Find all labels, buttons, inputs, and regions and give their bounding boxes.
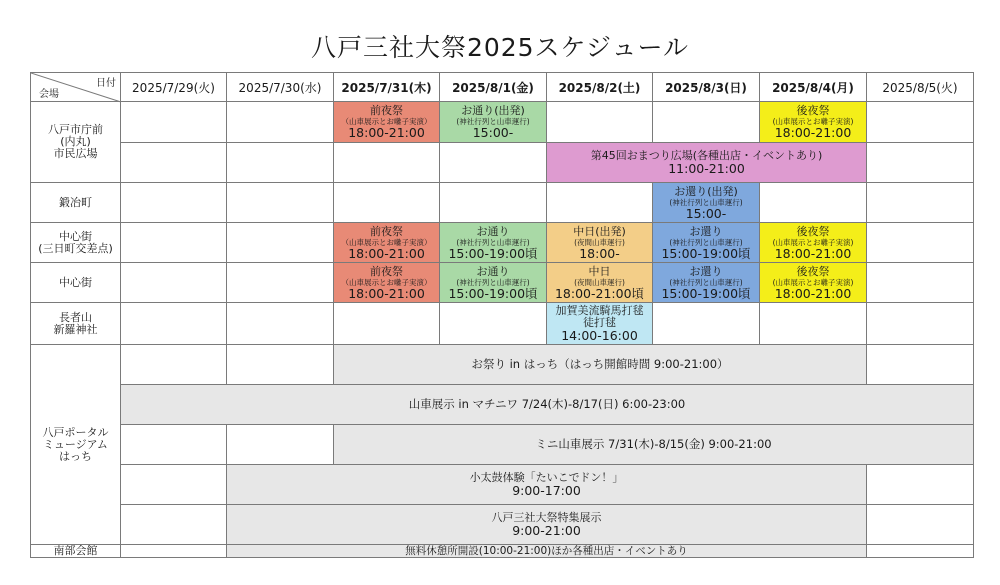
event-title: お還り(出発) bbox=[674, 184, 738, 198]
event-subtitle: (夜間山車運行) bbox=[574, 277, 625, 287]
event-time: 15:00-19:00頃 bbox=[661, 245, 751, 261]
event-kajimachi-okaeri bbox=[652, 182, 760, 223]
empty-cell bbox=[866, 302, 974, 345]
empty-cell bbox=[439, 302, 547, 345]
event-title: お還り bbox=[689, 264, 723, 278]
empty-cell bbox=[120, 344, 227, 385]
venue-hachinohe-city-hall bbox=[30, 101, 121, 183]
page-title: 八戸三社大祭2025スケジュール bbox=[310, 33, 690, 62]
event-time: 18:00-21:00 bbox=[348, 285, 425, 301]
event-hacchi-mini-dashi bbox=[333, 424, 974, 465]
empty-cell bbox=[759, 302, 867, 345]
empty-cell bbox=[546, 101, 653, 143]
event-time: 18:00-21:00頃 bbox=[554, 285, 645, 301]
empty-cell bbox=[759, 182, 867, 223]
date-header-4: 2025/8/1(金) bbox=[439, 72, 547, 102]
empty-cell bbox=[120, 302, 227, 345]
event-title: 中日 bbox=[588, 264, 611, 278]
event-subtitle: (山車展示とお囃子実演) bbox=[772, 117, 854, 126]
empty-cell bbox=[866, 101, 974, 143]
date-header-7: 2025/8/4(月) bbox=[759, 72, 867, 102]
empty-cell bbox=[333, 302, 440, 345]
event-mikka-otori bbox=[439, 222, 547, 263]
header-corner bbox=[30, 72, 121, 102]
event-subtitle: (山車展示とお囃子実演) bbox=[772, 237, 854, 247]
date-header-2: 2025/7/30(水) bbox=[226, 72, 334, 102]
event-subtitle: （山車展示とお囃子実演） bbox=[341, 277, 432, 287]
venue-chushingai bbox=[30, 262, 121, 303]
event-text: 無料休憩所開設(10:00-21:00)ほか各種出店・イベントあり bbox=[405, 544, 688, 557]
event-time: 18:00- bbox=[579, 245, 620, 261]
empty-cell bbox=[226, 222, 334, 263]
empty-cell bbox=[226, 344, 334, 385]
empty-cell bbox=[652, 302, 760, 345]
event-cityhall-otori bbox=[439, 101, 547, 143]
event-time: 15:00- bbox=[685, 205, 727, 221]
event-mikka-nakabi bbox=[546, 222, 653, 263]
event-subtitle: (神社行列と山車運行) bbox=[456, 237, 530, 247]
event-mikka-okaeri bbox=[652, 222, 760, 263]
event-cityhall-hiroba bbox=[546, 142, 867, 183]
event-subtitle: (夜間山車運行) bbox=[574, 237, 625, 247]
event-time: 15:00-19:00頃 bbox=[661, 285, 751, 301]
date-axis-label: 日付 bbox=[96, 78, 116, 89]
event-time: 18:00-21:00 bbox=[774, 245, 852, 261]
empty-cell bbox=[866, 182, 974, 223]
event-time: 18:00-21:00 bbox=[348, 125, 425, 140]
event-title: お通り bbox=[476, 224, 510, 238]
event-hacchi-omatsuri bbox=[333, 344, 867, 385]
venue-label: 中心街 (三日町交差点) bbox=[38, 229, 113, 255]
event-time: 15:00-19:00頃 bbox=[448, 285, 538, 301]
empty-cell bbox=[120, 142, 227, 183]
event-title: 前夜祭 bbox=[370, 224, 403, 238]
venue-nanbu-kaikan bbox=[30, 544, 121, 558]
event-chu-goyasai bbox=[759, 262, 867, 303]
empty-cell bbox=[120, 504, 227, 545]
event-time: 18:00-21:00 bbox=[348, 245, 425, 261]
empty-cell bbox=[866, 344, 974, 385]
event-title: 前夜祭 bbox=[370, 264, 403, 278]
event-title: 八戸三社大祭特集展示 bbox=[491, 511, 602, 524]
event-hacchi-taiko bbox=[226, 464, 867, 505]
venue-label: 南部会館 bbox=[53, 544, 98, 557]
empty-cell bbox=[226, 262, 334, 303]
event-chu-zenyasai bbox=[333, 262, 440, 303]
venue-chojasan bbox=[30, 302, 121, 345]
empty-cell bbox=[652, 101, 760, 143]
event-title: 後夜祭 bbox=[796, 224, 830, 238]
venue-kajimachi bbox=[30, 182, 121, 223]
event-title: 後夜祭 bbox=[796, 264, 830, 278]
event-text: お祭り in はっち（はっち開館時間 9:00-21:00） bbox=[471, 357, 729, 371]
event-hacchi-dashi-machiniwa bbox=[120, 384, 974, 425]
event-title: 小太鼓体験「たいこでドン！」 bbox=[469, 471, 624, 484]
empty-cell bbox=[333, 142, 440, 183]
event-time: 15:00-19:00頃 bbox=[448, 245, 538, 261]
event-subtitle: (神社行列と山車運行) bbox=[669, 277, 743, 287]
event-title: 加賀美流騎馬打毬 徒打毬 bbox=[555, 304, 644, 329]
empty-cell bbox=[439, 142, 547, 183]
empty-cell bbox=[866, 504, 974, 545]
event-text: ミニ山車展示 7/31(木)-8/15(金) 9:00-21:00 bbox=[535, 437, 772, 451]
event-time: 15:00- bbox=[472, 125, 514, 140]
event-subtitle: （山車展示とお囃子実演） bbox=[341, 117, 432, 126]
event-subtitle: (神社行列と山車運行) bbox=[669, 197, 743, 207]
empty-cell bbox=[226, 182, 334, 223]
event-time: 18:00-21:00 bbox=[774, 125, 852, 140]
venue-label: 長者山 新羅神社 bbox=[53, 310, 98, 336]
empty-cell bbox=[866, 544, 974, 558]
empty-cell bbox=[226, 302, 334, 345]
event-time: 14:00-16:00 bbox=[561, 328, 638, 343]
event-title: 第45回おまつり広場(各種出店・イベントあり) bbox=[590, 149, 823, 162]
event-time: 9:00-21:00 bbox=[512, 523, 581, 538]
event-cityhall-goyasai bbox=[759, 101, 867, 143]
event-choja-dakyu bbox=[546, 302, 653, 345]
date-header-5: 2025/8/2(土) bbox=[546, 72, 653, 102]
venue-label: 中心街 bbox=[59, 275, 92, 289]
empty-cell bbox=[120, 182, 227, 223]
empty-cell bbox=[226, 142, 334, 183]
empty-cell bbox=[439, 182, 547, 223]
event-title: 後夜祭 bbox=[796, 104, 830, 117]
event-time: 11:00-21:00 bbox=[668, 161, 745, 176]
empty-cell bbox=[226, 101, 334, 143]
event-chu-okaeri bbox=[652, 262, 760, 303]
empty-cell bbox=[120, 262, 227, 303]
date-header-1: 2025/7/29(火) bbox=[120, 72, 227, 102]
empty-cell bbox=[120, 222, 227, 263]
empty-cell bbox=[120, 424, 227, 465]
event-nanbu-kyukeisho bbox=[226, 544, 867, 558]
venue-label: 鍛冶町 bbox=[59, 195, 92, 209]
empty-cell bbox=[120, 101, 227, 143]
event-time: 9:00-17:00 bbox=[512, 483, 581, 498]
event-subtitle: (神社行列と山車運行) bbox=[456, 277, 530, 287]
venue-chushingai-mikkamachi bbox=[30, 222, 121, 263]
venue-axis-label: 会場 bbox=[39, 89, 59, 100]
empty-cell bbox=[546, 182, 653, 223]
event-title: お通り(出発) bbox=[461, 104, 525, 117]
venue-portal-museum bbox=[30, 344, 121, 545]
venue-label: 八戸ポータル ミュージアム はっち bbox=[42, 425, 109, 463]
empty-cell bbox=[866, 142, 974, 183]
empty-cell bbox=[120, 544, 227, 558]
event-cityhall-zenyasai bbox=[333, 101, 440, 143]
event-title: お通り bbox=[476, 264, 510, 278]
empty-cell bbox=[866, 262, 974, 303]
event-chu-otori bbox=[439, 262, 547, 303]
event-title: 前夜祭 bbox=[370, 104, 403, 117]
event-title: お還り bbox=[689, 224, 723, 238]
event-hacchi-tokushu bbox=[226, 504, 867, 545]
event-subtitle: (山車展示とお囃子実演) bbox=[772, 277, 854, 287]
event-subtitle: （山車展示とお囃子実演） bbox=[341, 237, 432, 247]
venue-label: 八戸市庁前 (内丸) 市民広場 bbox=[48, 123, 103, 160]
empty-cell bbox=[333, 182, 440, 223]
event-subtitle: (神社行列と山車運行) bbox=[669, 237, 743, 247]
event-subtitle: (神社行列と山車運行) bbox=[456, 117, 530, 126]
event-chu-nakabi bbox=[546, 262, 653, 303]
event-time: 18:00-21:00 bbox=[774, 285, 852, 301]
event-title: 中日(出発) bbox=[573, 224, 626, 238]
empty-cell bbox=[866, 464, 974, 505]
date-header-6: 2025/8/3(日) bbox=[652, 72, 760, 102]
event-mikka-zenyasai bbox=[333, 222, 440, 263]
empty-cell bbox=[866, 222, 974, 263]
empty-cell bbox=[226, 424, 334, 465]
event-text: 山車展示 in マチニワ 7/24(木)-8/17(日) 6:00-23:00 bbox=[408, 397, 686, 411]
event-mikka-goyasai bbox=[759, 222, 867, 263]
date-header-3: 2025/7/31(木) bbox=[333, 72, 440, 102]
date-header-8: 2025/8/5(火) bbox=[866, 72, 974, 102]
empty-cell bbox=[120, 464, 227, 505]
